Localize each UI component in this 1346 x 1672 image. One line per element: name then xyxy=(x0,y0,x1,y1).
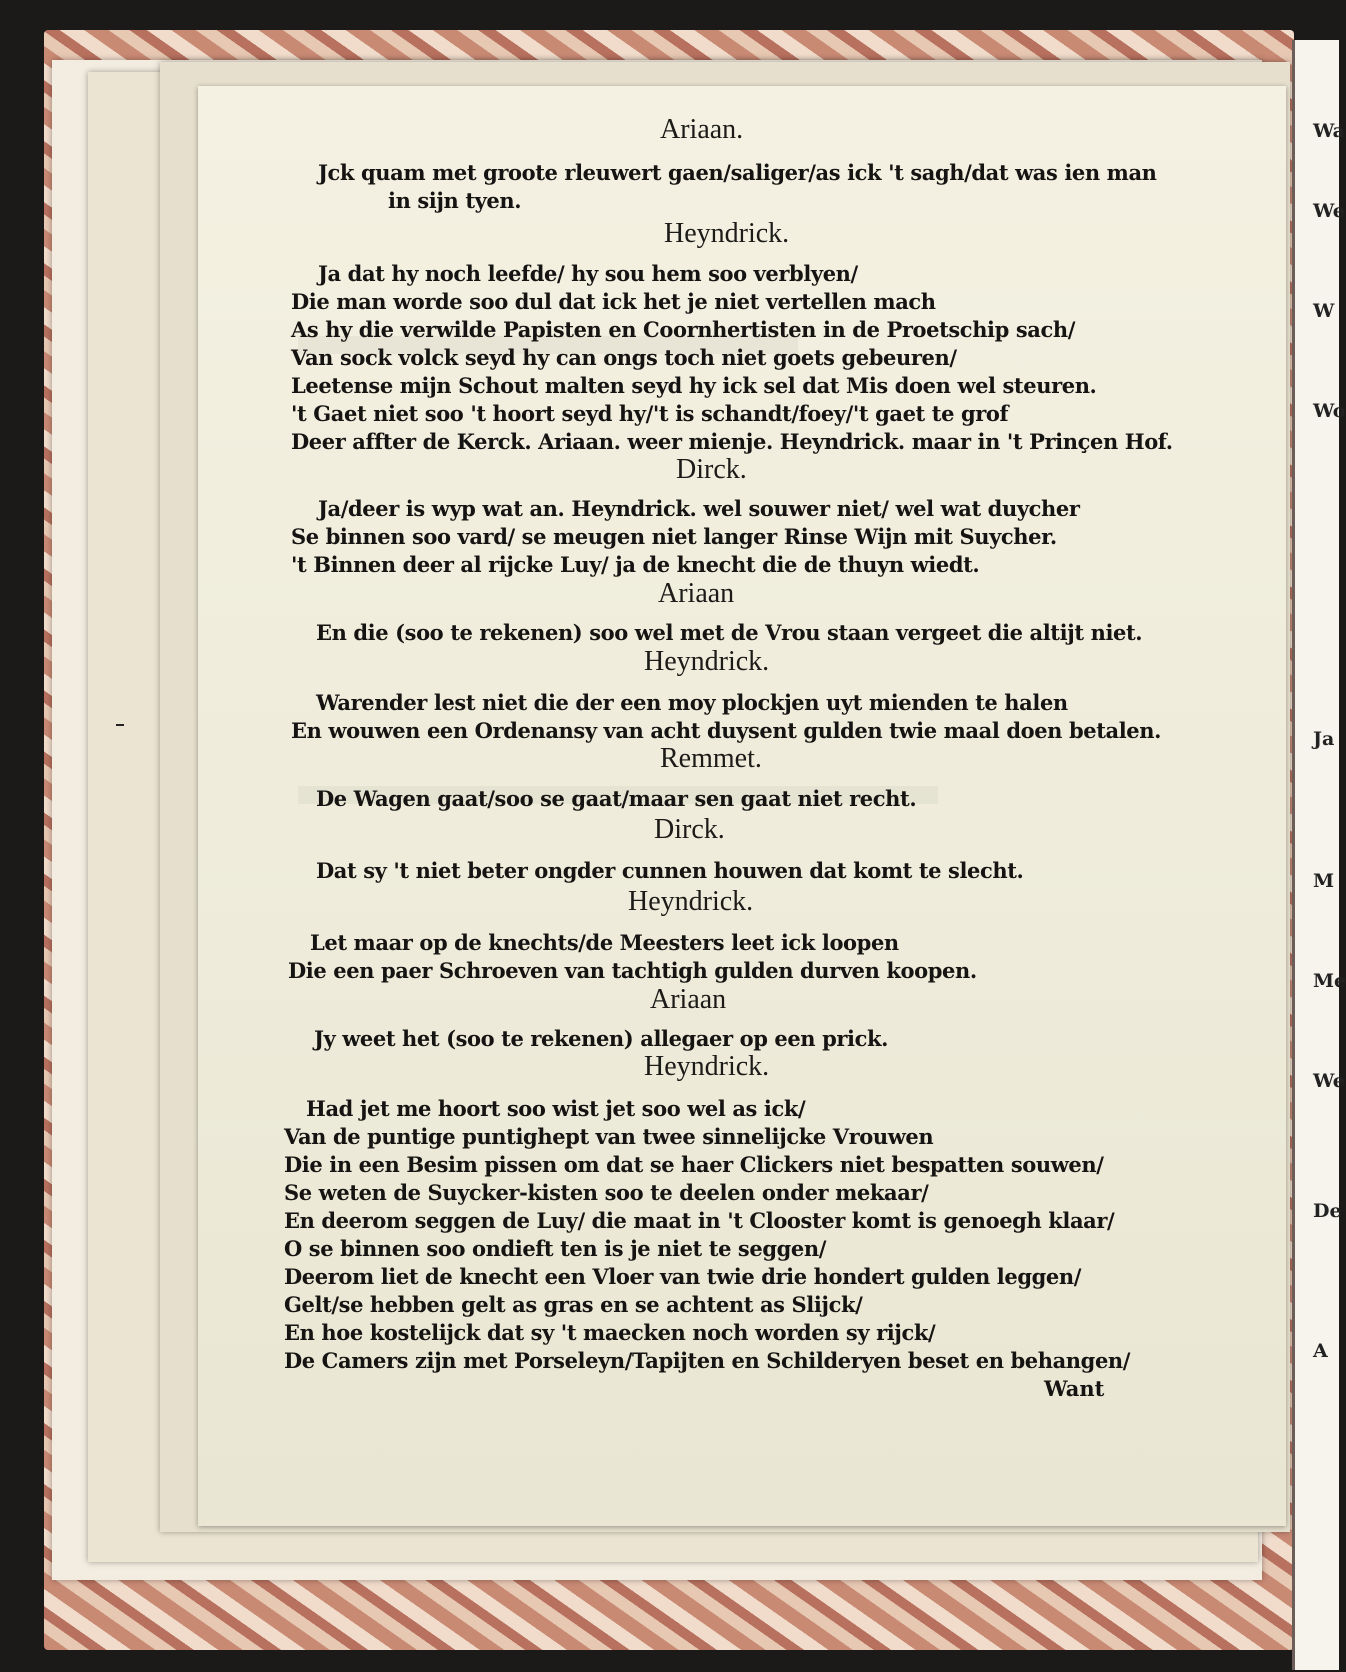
verse-line: En wouwen een Ordenansy van acht duysent gulden twie maal doen betalen. xyxy=(291,718,1162,743)
verse-line: Deer affter de Kerck. Ariaan. weer mienje. Heyndrick. maar in 't Prinçen Hof. xyxy=(291,429,1173,454)
verse-line: in sijn tyen. xyxy=(388,188,522,213)
speaker-heading: Dirck. xyxy=(676,454,747,485)
verse-line: Jy weet het (soo te rekenen) allegaer op een prick. xyxy=(314,1026,889,1051)
verse-line: Let maar op de knechts/de Meesters leet ick loopen xyxy=(310,930,899,955)
speaker-heading: Heyndrick. xyxy=(644,646,770,677)
verse-line: En die (soo te rekenen) soo wel met de Vrou staan vergeet die altijt niet. xyxy=(316,620,1143,645)
facing-fragment: M xyxy=(1313,870,1335,892)
facing-fragment: Wa xyxy=(1313,120,1345,142)
speaker-heading: Heyndrick. xyxy=(664,218,790,249)
facing-fragment: Me xyxy=(1313,970,1346,992)
verse-line: Ja dat hy noch leefde/ hy sou hem soo verblyen/ xyxy=(318,261,858,286)
verse-line: Ja/deer is wyp wat an. Heyndrick. wel souwer niet/ wel wat duycher xyxy=(318,496,1080,521)
facing-fragment: Wo xyxy=(1313,400,1346,422)
verse-line: Dat sy 't niet beter ongder cunnen houwen dat komt te slecht. xyxy=(316,858,1024,883)
catchword: Want xyxy=(1044,1376,1105,1401)
verse-line: As hy die verwilde Papisten en Coornhertisten in de Proetschip sach/ xyxy=(291,317,1075,342)
speaker-heading: Heyndrick. xyxy=(628,886,754,917)
speaker-heading: Ariaan xyxy=(658,578,735,609)
verse-line: De Camers zijn met Porseleyn/Tapijten en Schilderyen beset en behangen/ xyxy=(284,1348,1131,1373)
verse-line: Die een paer Schroeven van tachtigh gulden durven koopen. xyxy=(288,958,977,983)
speaker-heading: Ariaan. xyxy=(660,114,744,145)
verse-line: Leetense mijn Schout malten seyd hy ick sel dat Mis doen wel steuren. xyxy=(291,373,1097,398)
verse-line: Gelt/se hebben gelt as gras en se achtent as Slijck/ xyxy=(284,1292,863,1317)
verse-line: Die man worde soo dul dat ick het je niet vertellen mach xyxy=(291,289,936,314)
verse-line: 't Binnen deer al rijcke Luy/ ja de knecht die de thuyn wiedt. xyxy=(291,552,980,577)
facing-fragment: A xyxy=(1313,1340,1328,1362)
facing-page-edge xyxy=(1292,40,1346,1670)
speaker-heading: Ariaan xyxy=(650,984,727,1015)
verse-line: Die in een Besim pissen om dat se haer Clickers niet bespatten souwen/ xyxy=(284,1152,1104,1177)
verse-line: Van sock volck seyd hy can ongs toch niet goets gebeuren/ xyxy=(291,345,957,370)
margin-mark xyxy=(116,724,124,726)
verse-line: Van de puntige puntighept van twee sinnelijcke Vrouwen xyxy=(284,1124,934,1149)
verse-line: Had jet me hoort soo wist jet soo wel as ick/ xyxy=(306,1096,806,1121)
verse-line: En deerom seggen de Luy/ die maat in 't Clooster komt is genoegh klaar/ xyxy=(284,1208,1115,1233)
speaker-heading: Heyndrick. xyxy=(644,1051,770,1082)
verse-line: Jck quam met groote rleuwert gaen/saliger/as ick 't sagh/dat was ien man xyxy=(318,160,1157,185)
verse-line: De Wagen gaat/soo se gaat/maar sen gaat niet recht. xyxy=(316,786,917,811)
speaker-heading: Dirck. xyxy=(654,814,725,845)
facing-fragment: W xyxy=(1313,300,1335,322)
verse-line: Se binnen soo vard/ se meugen niet langer Rinse Wijn mit Suycher. xyxy=(291,524,1057,549)
verse-line: 't Gaet niet soo 't hoort seyd hy/'t is schandt/foey/'t gaet te grof xyxy=(291,401,1009,426)
verse-line: En hoe kostelijck dat sy 't maecken noch worden sy rijck/ xyxy=(284,1320,936,1345)
facing-fragment: We xyxy=(1313,200,1345,222)
facing-fragment: We xyxy=(1313,1070,1345,1092)
verse-line: Deerom liet de knecht een Vloer van twie drie hondert gulden leggen/ xyxy=(284,1264,1082,1289)
facing-fragment: Ja xyxy=(1313,728,1335,750)
facing-fragment: De xyxy=(1313,1200,1342,1222)
printed-page xyxy=(198,86,1286,1526)
verse-line: O se binnen soo ondieft ten is je niet te seggen/ xyxy=(284,1236,826,1261)
verse-line: Se weten de Suycker-kisten soo te deelen onder mekaar/ xyxy=(284,1180,929,1205)
speaker-heading: Remmet. xyxy=(660,743,762,774)
verse-line: Warender lest niet die der een moy plockjen uyt mienden te halen xyxy=(316,690,1068,715)
